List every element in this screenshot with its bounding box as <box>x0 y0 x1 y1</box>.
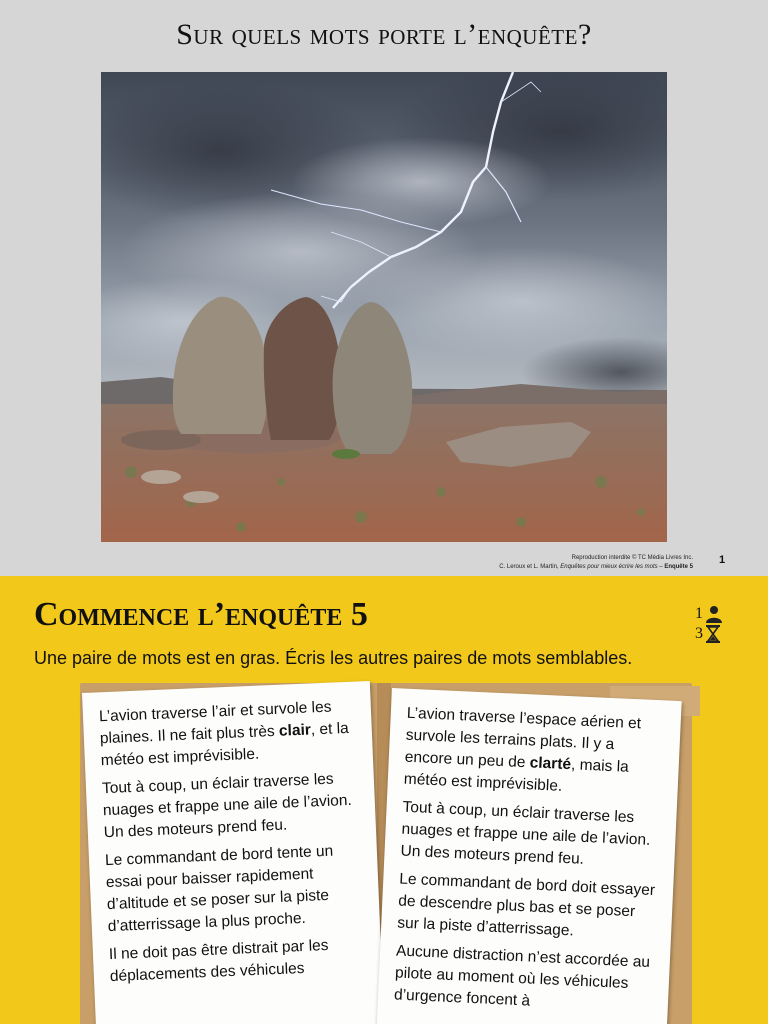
activity-badge <box>695 604 735 644</box>
badge-person-number: 1 <box>695 605 703 622</box>
left-paragraph-4: Il ne doit pas être distrait par les déplacements des véhicules <box>108 936 329 986</box>
left-p1-start: L’avion traverse l’air et survole les plaines. Il ne fait plus très <box>98 698 332 748</box>
credit-line-2 <box>499 563 693 572</box>
credit-authors: C. Leroux et L. Martin, <box>499 564 561 570</box>
text-card-left <box>82 681 385 1024</box>
slide-2-title: Commence l’enquête 5 <box>34 596 368 633</box>
right-p1-end: , mais la météo est imprévisible. <box>403 756 630 795</box>
left-paragraph-1 <box>99 696 360 773</box>
hourglass-icon <box>705 625 721 643</box>
right-p1-start: L’avion traverse l’espace aérien et survole les terrains plats. Il y a encore un peu de <box>404 704 642 772</box>
person-icon <box>705 605 723 623</box>
credit-separator: – <box>657 564 665 570</box>
left-p1-end: , et la météo est imprévisible. <box>100 719 350 770</box>
left-paragraph-2: Tout à coup, un éclair traverse les nuages et frappe une aile de l’avion. Un des moteurs prend feu. <box>101 770 353 842</box>
badge-row-hourglass <box>695 624 735 644</box>
copyright-credit <box>499 554 693 572</box>
storm-stones-photo <box>101 72 667 542</box>
credit-enquete: Enquête 5 <box>664 564 693 570</box>
page-number: 1 <box>719 554 726 566</box>
instruction-text: Une paire de mots est en gras. Écris les autres paires de mots semblables. <box>34 648 633 668</box>
right-paragraph-3: Le commandant de bord doit essayer de descendre plus bas et se poser sur la piste d’atterrissage. <box>396 870 656 940</box>
credit-line-1: Reproduction interdite © TC Média Livres Inc. <box>571 555 693 561</box>
right-paragraph-2: Tout à coup, un éclair traverse les nuages et frappe une aile de l’avion. Un des moteurs prend feu. <box>400 798 651 868</box>
left-paragraph-3: Le commandant de bord tente un essai pour baisser rapidement d’altitude et se poser sur la piste d’atterrissage la plus proche. <box>104 842 334 936</box>
badge-row-person <box>695 604 735 624</box>
right-paragraph-4: Aucune distraction n’est accordée au pilote au moment où les véhicules d’urgence foncent à <box>393 942 651 1010</box>
text-card-right <box>376 688 682 1024</box>
badge-hourglass-number: 3 <box>695 625 703 642</box>
slide-2 <box>0 576 768 1024</box>
right-paragraph-1 <box>403 703 667 803</box>
bold-word-clarte: clarté <box>529 754 572 774</box>
bold-word-clair: clair <box>278 721 312 740</box>
slide-1-title: Sur quels mots porte l’enquête? <box>176 18 592 51</box>
credit-book-title: Enquêtes pour mieux écrire les mots <box>560 564 658 570</box>
